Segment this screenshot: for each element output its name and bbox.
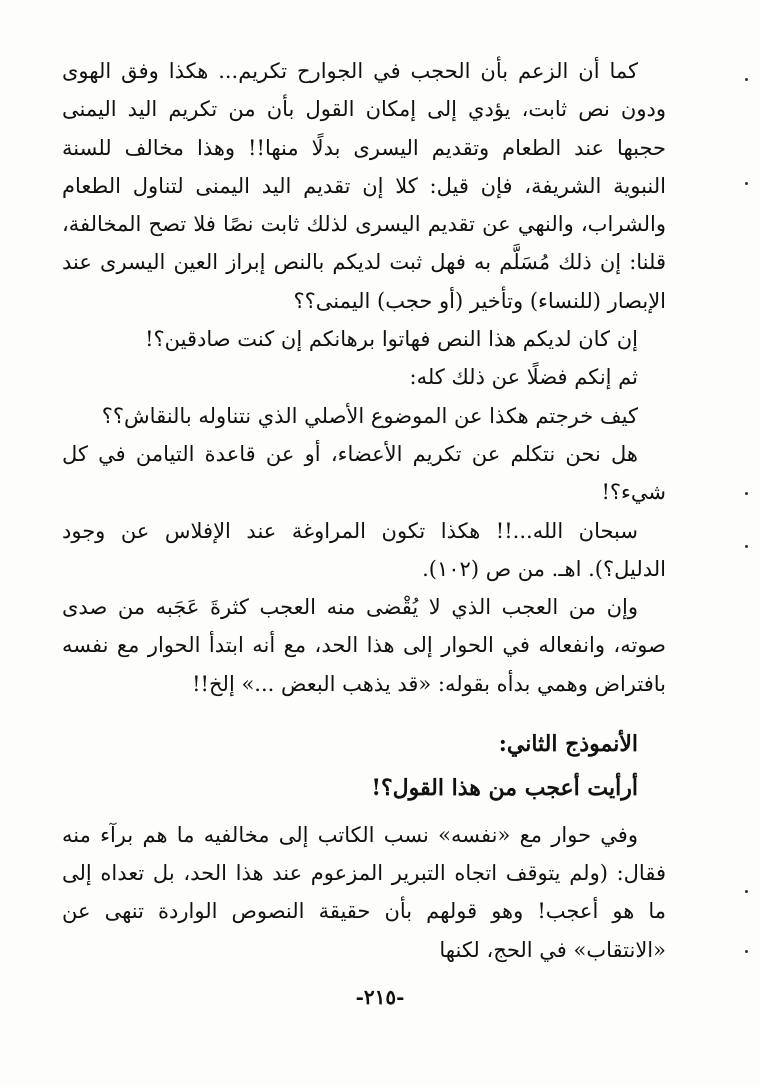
- margin-dot: [745, 182, 748, 185]
- paragraph-challenge: إن كان لديكم هذا النص فهاتوا برهانكم إن كنت صادقين؟!: [145, 327, 638, 352]
- paragraph-wonder: وإن من العجب الذي لا يُقْضى منه العجب كثرةَ عَجَبه من صدى صوته، وانفعاله في الحوار إلى هذا الحد، مع أنه ابتدأ الحوار مع نفسه بافتراض وهمي بدأه بقوله: «قد يذهب البعض ...» إلخ!!: [62, 595, 666, 696]
- paragraph-question-topic: كيف خرجتم هكذا عن الموضوع الأصلي الذي نتناوله بالنقاش؟؟: [101, 403, 638, 428]
- section-heading-second-model: الأنموذج الثاني:: [498, 731, 638, 758]
- paragraph-quote-opening: كما أن الزعم بأن الحجب في الجوارح تكريم... هكذا وفق الهوى ودون نص ثابت، يؤدي إلى إمكان القول بأن من تكريم اليد اليمنى حجبها عند الطعام وتقديم اليسرى بدلًا منها!! وهذا مخالف للسنة النبوية الشريفة، فإن قيل: كلا إن تقديم اليد اليمنى لتناول الطعام والشراب، والنهي عن تقديم اليسرى لذلك ثابت نصًا فلا تصح المخالفة، قلنا: إن ذلك مُسَلَّم به فهل ثبت لديكم بالنص إبراز العين اليسرى عند الإبصار (للنساء) وتأخير (أو حجب) اليمنى؟؟: [62, 59, 666, 313]
- margin-dot: [745, 950, 748, 953]
- section-subheading: أرأيت أعجب من هذا القول؟!: [371, 775, 638, 802]
- paragraph-dialogue: وفي حوار مع «نفسه» نسب الكاتب إلى مخالفيه ما هم برآء منه فقال: (ولم يتوقف اتجاه التبرير المزعوم عند هذا الحد، بل تعداه إلى ما هو أعجب! وهو قولهم بأن حقيقة النصوص الواردة تنهى عن «الانتقاب» في الحج، لكنها: [62, 822, 666, 962]
- paragraph-subhan-allah: سبحان الله...!! هكذا تكون المراوغة عند الإفلاس عن وجود الدليل؟). اهـ. من ص (١٠٢).: [62, 518, 666, 581]
- margin-dot: [745, 545, 748, 548]
- margin-dot: [745, 492, 748, 495]
- body-text: [62, 52, 666, 969]
- paragraph-question-organs: هل نحن نتكلم عن تكريم الأعضاء، أو عن قاعدة التيامن في كل شيء؟!: [62, 441, 666, 505]
- page-number: -٢١٥-: [355, 985, 405, 1009]
- paragraph-moreover: ثم إنكم فضلًا عن ذلك كله:: [409, 365, 638, 390]
- margin-dot: [745, 78, 748, 81]
- margin-dot: [745, 890, 748, 893]
